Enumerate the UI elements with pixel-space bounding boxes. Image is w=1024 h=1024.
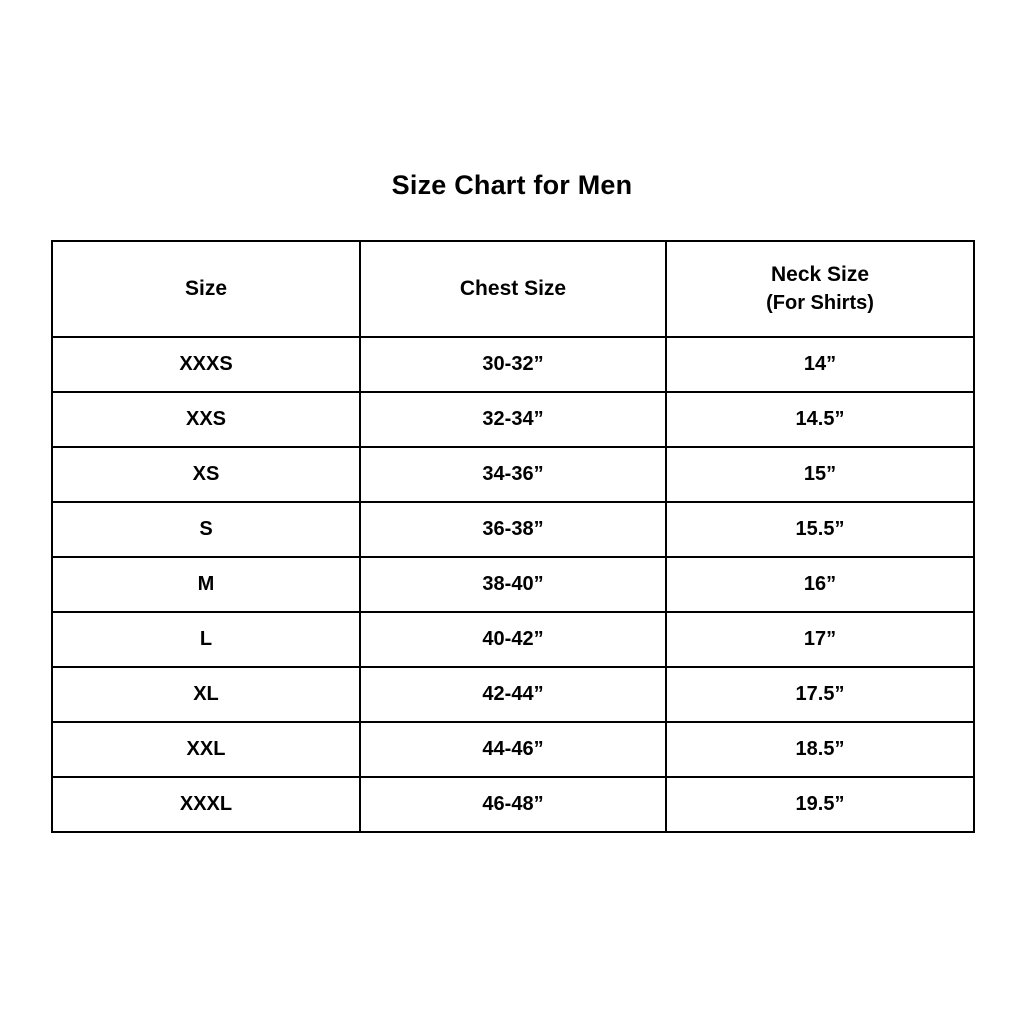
table-row [52,722,974,777]
table-body [52,337,974,832]
cell-size: XS [52,447,360,502]
cell-neck-size: 18.5” [666,722,974,777]
cell-size: XXXL [52,777,360,832]
table-row [52,392,974,447]
table-row [52,447,974,502]
cell-chest-size: 42-44” [360,667,666,722]
cell-chest-size: 46-48” [360,777,666,832]
cell-neck-size: 14.5” [666,392,974,447]
cell-neck-size: 17.5” [666,667,974,722]
cell-chest-size: 30-32” [360,337,666,392]
table-row [52,337,974,392]
cell-chest-size: 40-42” [360,612,666,667]
column-header-chest-size [360,241,666,337]
column-header-neck-size-label: Neck Size [770,263,870,287]
table-row [52,502,974,557]
page-title: Size Chart for Men [391,170,633,200]
table-header [52,241,974,337]
cell-size: XL [52,667,360,722]
cell-neck-size: 16” [666,557,974,612]
cell-chest-size: 38-40” [360,557,666,612]
cell-neck-size: 15.5” [666,502,974,557]
column-header-chest-size-label: Chest Size [459,276,567,300]
cell-neck-size: 17” [666,612,974,667]
column-header-neck-size [666,241,974,337]
table-row [52,612,974,667]
cell-neck-size: 14” [666,337,974,392]
column-header-neck-size-subtitle: (For Shirts) [766,291,874,314]
table-header-row [52,241,974,337]
column-header-size-label: Size [184,276,228,300]
cell-neck-size: 19.5” [666,777,974,832]
table-row [52,777,974,832]
cell-neck-size: 15” [666,447,974,502]
cell-chest-size: 32-34” [360,392,666,447]
cell-chest-size: 44-46” [360,722,666,777]
size-table-container [51,240,973,833]
cell-chest-size: 36-38” [360,502,666,557]
column-header-size [52,241,360,337]
cell-chest-size: 34-36” [360,447,666,502]
cell-size: L [52,612,360,667]
cell-size: XXS [52,392,360,447]
table-row [52,557,974,612]
cell-size: XXL [52,722,360,777]
cell-size: XXXS [52,337,360,392]
cell-size: M [52,557,360,612]
table-row [52,667,974,722]
cell-size: S [52,502,360,557]
size-table [51,240,975,833]
